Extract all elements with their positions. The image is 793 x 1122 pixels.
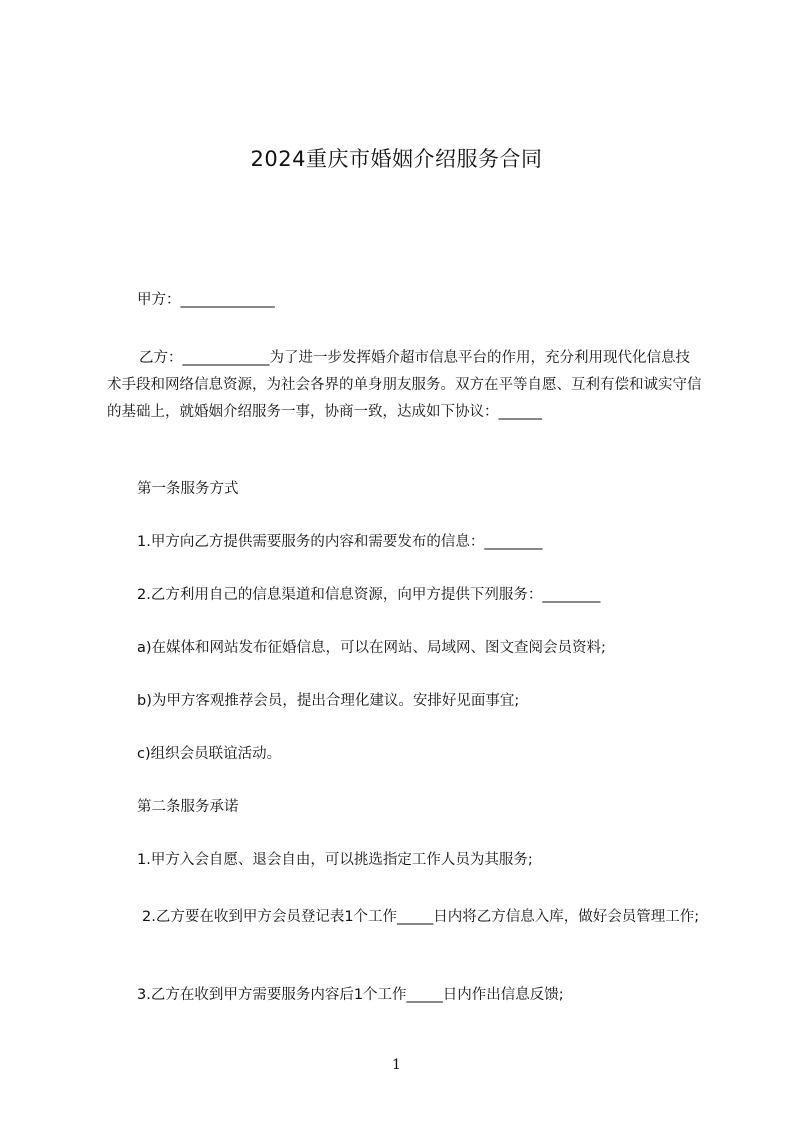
article-2-item-2: 2.乙方要在收到甲方会员登记表1个工作_____日内将乙方信息入库，做好会员管理工作; xyxy=(142,909,700,925)
party-b-intro-paragraph: 乙方：____________为了进一步发挥婚介超市信息平台的作用，充分利用现代化信息技术手段和网络信息资源，为社会各界的单身朋友服务。双方在平等自愿、互利有偿和诚实守信的基础上，就婚姻介绍服务一事，协商一致，达成如下协议：______ xyxy=(107,350,702,420)
page-number: 1 xyxy=(392,1057,401,1073)
article-2-heading: 第二条服务承诺 xyxy=(137,799,239,815)
document-title: 2024重庆市婚姻介绍服务合同 xyxy=(250,147,543,171)
article-1-item-1: 1.甲方向乙方提供需要服务的内容和需要发布的信息：________ xyxy=(137,534,543,550)
article-2-item-1: 1.甲方入会自愿、退会自由，可以挑选指定工作人员为其服务; xyxy=(137,852,533,868)
party-a-line: 甲方：_____________ xyxy=(137,292,275,308)
article-1-item-a: a)在媒体和网站发布征婚信息，可以在网站、局域网、图文查阅会员资料; xyxy=(137,640,606,656)
article-2-item-3: 3.乙方在收到甲方需要服务内容后1个工作_____日内作出信息反馈; xyxy=(137,987,564,1003)
article-1-heading: 第一条服务方式 xyxy=(137,481,239,497)
article-1-item-c: c)组织会员联谊活动。 xyxy=(137,746,282,762)
article-1-item-2: 2.乙方利用自己的信息渠道和信息资源，向甲方提供下列服务：________ xyxy=(137,587,601,603)
article-1-item-b: b)为甲方客观推荐会员，提出合理化建议。安排好见面事宜; xyxy=(137,693,520,709)
